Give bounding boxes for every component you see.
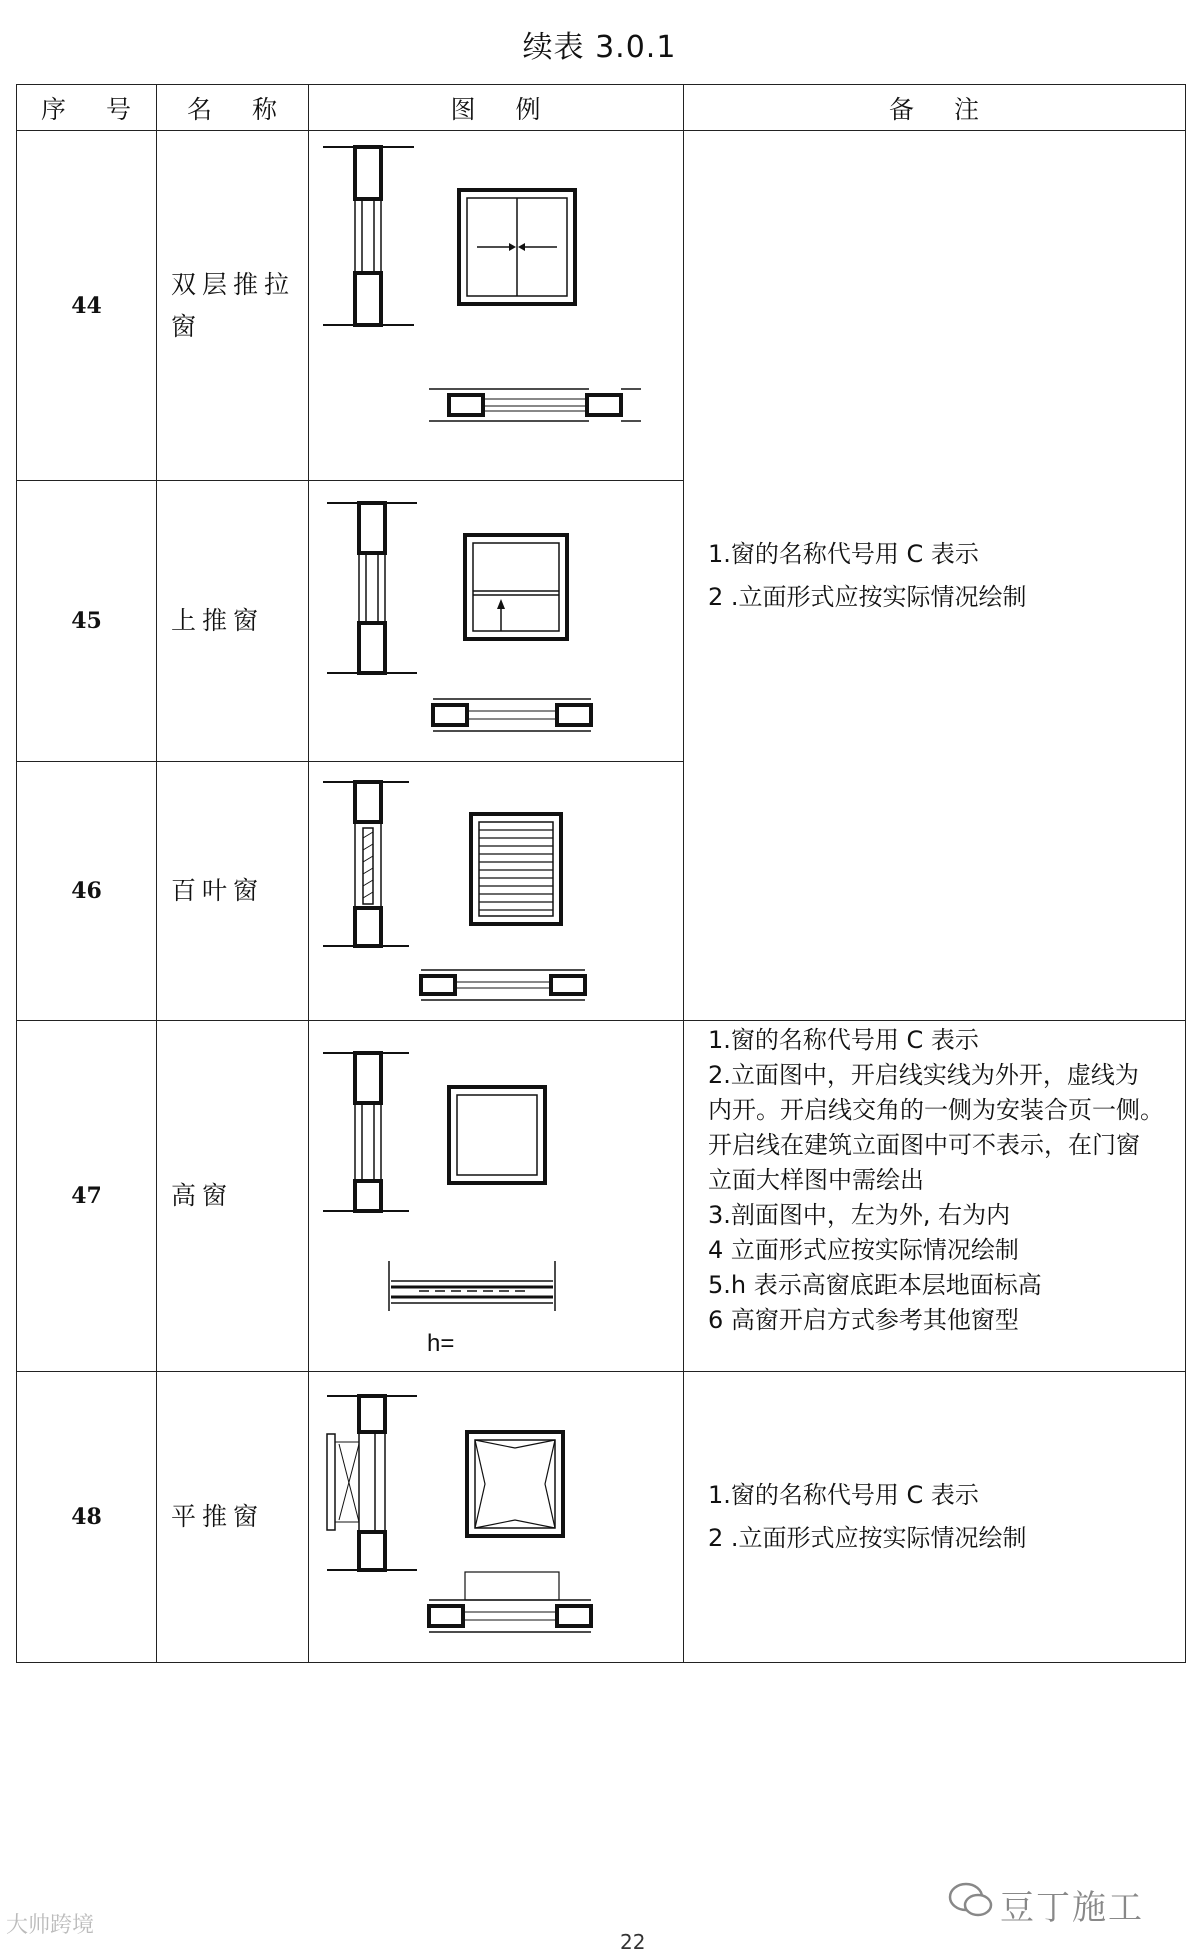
wechat-icon	[948, 1880, 994, 1920]
row-name: 百叶窗	[157, 762, 309, 1021]
table-row	[17, 1372, 1186, 1663]
page-number: 22	[620, 1930, 646, 1954]
legend-cell	[309, 1021, 684, 1372]
header-number: 序 号	[17, 85, 157, 131]
remark-line: 1.窗的名称代号用 C 表示	[708, 1026, 979, 1054]
legend-table	[16, 84, 1186, 1663]
remark-line: 1.窗的名称代号用 C 表示	[708, 1481, 979, 1509]
header-remarks: 备 注	[684, 85, 1186, 131]
height-label: h=	[427, 1330, 455, 1357]
remarks-cell	[684, 1021, 1186, 1372]
watermark-right: 豆丁施工	[1000, 1888, 1144, 1928]
remark-line: 2.立面图中，开启线实线为外开，虚线为	[708, 1061, 1139, 1089]
double-sliding-window-symbol	[309, 131, 683, 480]
row-name: 高窗	[157, 1021, 309, 1372]
remark-line: 6 高窗开启方式参考其他窗型	[708, 1306, 1019, 1334]
remarks-cell	[684, 1372, 1186, 1663]
remark-line: 内开。开启线交角的一侧为安装合页一侧。	[708, 1096, 1164, 1124]
header-name: 名 称	[157, 85, 309, 131]
remarks-cell	[684, 131, 1186, 1021]
table-title: 续表 3.0.1	[522, 30, 677, 65]
header-legend: 图 例	[309, 85, 684, 131]
louvered-window-symbol	[309, 762, 683, 1020]
row-name: 双层推拉窗	[157, 131, 309, 481]
legend-cell	[309, 762, 684, 1021]
parallel-push-window-symbol	[309, 1372, 683, 1662]
remark-line: 4 立面形式应按实际情况绘制	[708, 1236, 1019, 1264]
table-row	[17, 131, 1186, 481]
row-number: 48	[17, 1372, 157, 1663]
row-number: 44	[17, 131, 157, 481]
remark-line: 开启线在建筑立面图中可不表示，在门窗	[708, 1131, 1140, 1159]
table-row	[17, 1021, 1186, 1372]
remark-line: 5.h 表示高窗底距本层地面标高	[708, 1271, 1042, 1299]
remark-line: 立面大样图中需绘出	[708, 1166, 924, 1194]
legend-cell	[309, 131, 684, 481]
row-name: 上推窗	[157, 481, 309, 762]
row-name: 平推窗	[157, 1372, 309, 1663]
legend-cell	[309, 481, 684, 762]
legend-cell	[309, 1372, 684, 1663]
top-hung-window-symbol	[309, 481, 683, 761]
remark-line: 2 .立面形式应按实际情况绘制	[708, 1524, 1027, 1552]
remark-line: 3.剖面图中，左为外, 右为内	[708, 1201, 1011, 1229]
header-row	[17, 85, 1186, 131]
row-number: 46	[17, 762, 157, 1021]
row-number: 45	[17, 481, 157, 762]
watermark-left: 大帅跨境	[6, 1913, 95, 1938]
row-number: 47	[17, 1021, 157, 1372]
remark-line: 2 .立面形式应按实际情况绘制	[708, 582, 1027, 611]
remark-line: 1.窗的名称代号用 C 表示	[708, 539, 979, 568]
high-window-symbol	[309, 1021, 683, 1371]
